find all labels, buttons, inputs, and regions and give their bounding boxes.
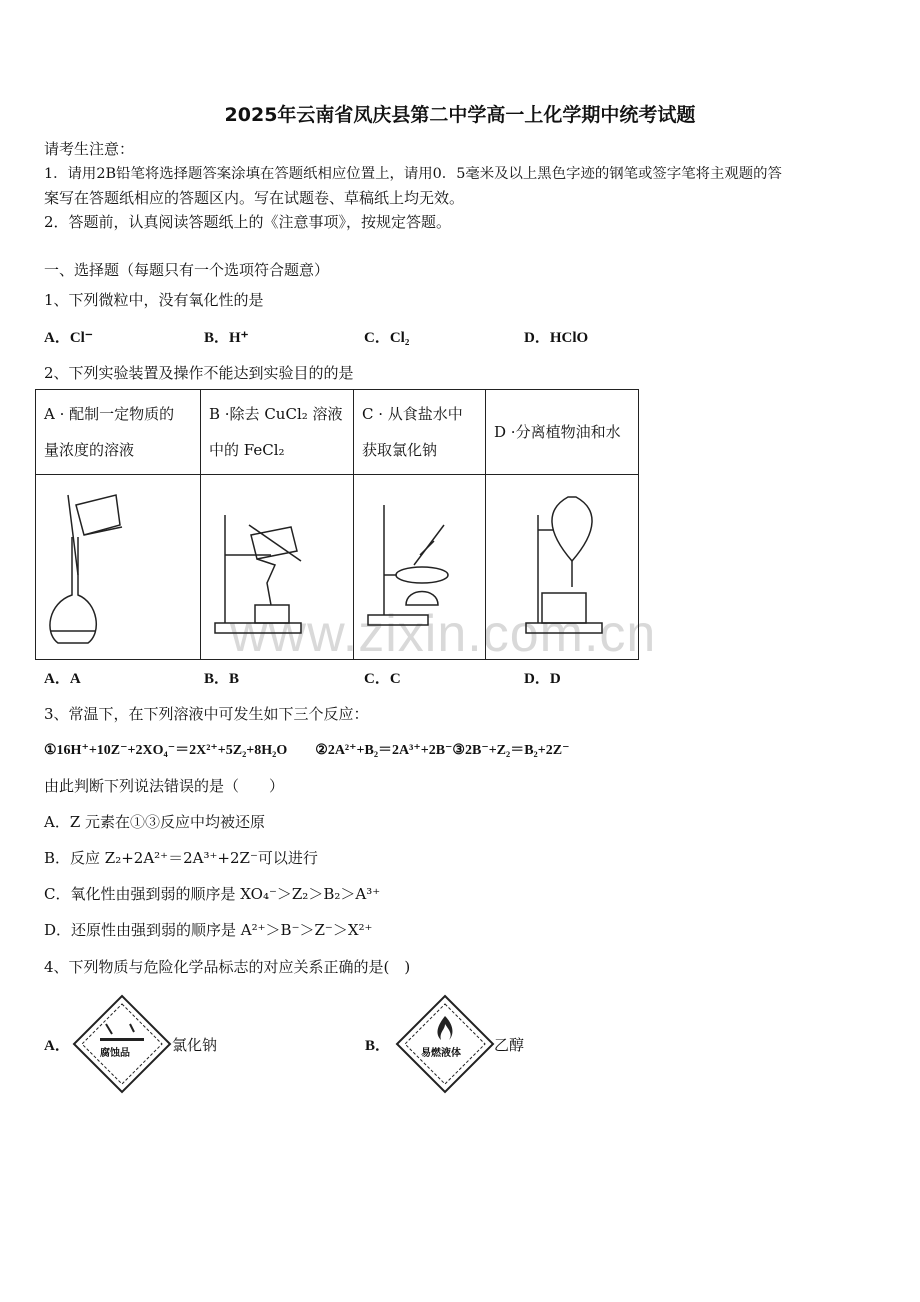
q2-stem: 2、下列实验装置及操作不能达到实验目的的是 bbox=[44, 364, 354, 382]
q3-option-b[interactable]: B．反应 Z₂+2A²⁺＝2A³⁺+2Z⁻可以进行 bbox=[44, 849, 318, 867]
q3-ask: 由此判断下列说法错误的是（ ） bbox=[44, 777, 285, 795]
q4-option-a-label[interactable]: A． bbox=[44, 1038, 70, 1054]
q2-cell-d: D ·分离植物油和水 bbox=[486, 390, 639, 475]
q2-option-c[interactable]: C．C bbox=[364, 671, 401, 687]
q3-stem: 3、常温下，在下列溶液中可发生如下三个反应： bbox=[44, 705, 369, 723]
q3-option-d[interactable]: D．还原性由强到弱的顺序是 A²⁺＞B⁻＞Z⁻＞X²⁺ bbox=[44, 921, 373, 939]
q2-option-a[interactable]: A．A bbox=[44, 671, 81, 687]
q2-apparatus-d bbox=[486, 475, 639, 660]
q2-cell-a: A · 配制一定物质的 量浓度的溶液 bbox=[36, 390, 201, 475]
q2-cell-c: C · 从食盐水中 获取氯化钠 bbox=[354, 390, 486, 475]
q2-option-d[interactable]: D．D bbox=[524, 671, 561, 687]
q3-option-a[interactable]: A．Z 元素在①③反应中均被还原 bbox=[44, 813, 266, 831]
q4-option-b-label[interactable]: B． bbox=[365, 1038, 391, 1054]
q1-option-d[interactable]: D．HClO bbox=[524, 330, 589, 346]
q2-apparatus-b bbox=[201, 475, 354, 660]
section-heading: 一、选择题（每题只有一个选项符合题意） bbox=[44, 261, 330, 279]
separatory-funnel-icon bbox=[486, 475, 638, 655]
q2-apparatus-c bbox=[354, 475, 486, 660]
q2-cell-b: B ·除去 CuCl₂ 溶液 中的 FeCl₂ bbox=[201, 390, 354, 475]
corrosive-hazard-sign: 腐蚀品 bbox=[72, 994, 172, 1094]
filtration-setup-icon bbox=[201, 475, 353, 655]
volumetric-flask-icon bbox=[36, 475, 200, 655]
watermark: www.zixin.com.cn bbox=[230, 605, 657, 663]
q4-option-b-text: 乙醇 bbox=[494, 1036, 525, 1054]
q1-option-c[interactable]: C．Cl₂ bbox=[364, 330, 410, 346]
q1-option-b[interactable]: B．H⁺ bbox=[204, 330, 249, 346]
q4-stem: 4、下列物质与危险化学品标志的对应关系正确的是( ) bbox=[44, 958, 411, 976]
q3-reactions: ①16H⁺+10Z⁻+2XO₄⁻＝2X²⁺+5Z₂+8H₂O ②2A²⁺+B₂＝2A³⁺+2B⁻③2B⁻+Z₂＝B₂+2Z⁻ bbox=[44, 743, 570, 758]
page-title: 2025年云南省凤庆县第二中学高一上化学期中统考试题 bbox=[224, 104, 696, 126]
notice-line-2: 2．答题前，认真阅读答题纸上的《注意事项》，按规定答题。 bbox=[44, 213, 452, 231]
q1-stem: 1、下列微粒中，没有氧化性的是 bbox=[44, 291, 264, 309]
q2-apparatus-a bbox=[36, 475, 201, 660]
q1-option-a[interactable]: A．Cl⁻ bbox=[44, 330, 93, 346]
q2-apparatus-table bbox=[35, 389, 639, 660]
notice-line-1a: 1．请用2B铅笔将选择题答案涂填在答题纸相应位置上，请用0．5毫米及以上黑色字迹的钢笔或签字笔将主观题的答 bbox=[44, 166, 782, 182]
q3-option-c[interactable]: C．氧化性由强到弱的顺序是 XO₄⁻＞Z₂＞B₂＞A³⁺ bbox=[44, 885, 381, 903]
notice-heading: 请考生注意： bbox=[44, 140, 135, 158]
q4-option-a-text: 氯化钠 bbox=[172, 1036, 218, 1054]
evaporation-setup-icon bbox=[354, 475, 485, 655]
q2-option-b[interactable]: B．B bbox=[204, 671, 240, 687]
flammable-hazard-sign: 易燃液体 bbox=[395, 994, 495, 1094]
notice-line-1b: 案写在答题纸相应的答题区内。写在试题卷、草稿纸上均无效。 bbox=[44, 189, 465, 207]
